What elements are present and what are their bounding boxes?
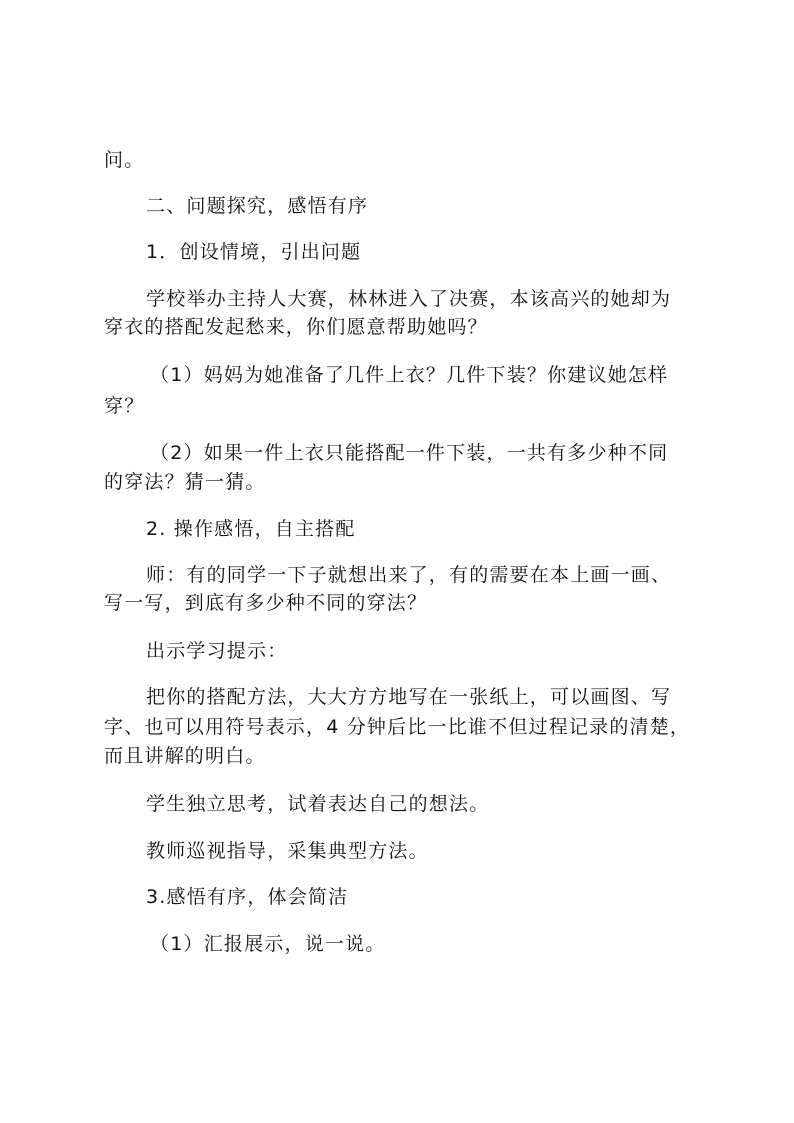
paragraph-line: 教师巡视指导，采集典型方法。 (146, 840, 429, 862)
paragraph-line: 把你的搭配方法，大大方方地写在一张纸上，可以画图、写 (146, 686, 672, 708)
question-1-line: （1）妈妈为她准备了几件上衣？几件下装？你建议她怎样 (150, 364, 669, 386)
paragraph-line: 而且讲解的明白。 (104, 745, 266, 767)
section-heading-2: 二、问题探究，感悟有序 (146, 195, 369, 217)
paragraph-line: 写一写，到底有多少种不同的穿法？ (104, 592, 428, 614)
question-2-line: 的穿法？猜一猜。 (104, 471, 266, 493)
paragraph-continuation: 问。 (104, 149, 145, 171)
subsection-heading-3: 3.感悟有序，体会简洁 (146, 886, 349, 908)
subsection-heading-1: 1．创设情境，引出问题 (146, 241, 362, 263)
paragraph-line: 学生独立思考，试着表达自己的想法。 (146, 793, 490, 815)
subsection-heading-2: 2. 操作感悟，自主搭配 (146, 518, 356, 540)
paragraph-line: 字、也可以用符号表示，4 分钟后比一比谁不但过程记录的清楚， (104, 716, 691, 738)
paragraph-line: 出示学习提示： (146, 640, 288, 662)
paragraph-line: 学校举办主持人大赛，林林进入了决赛，本该高兴的她却为 (146, 288, 672, 310)
question-2-line: （2）如果一件上衣只能搭配一件下装，一共有多少种不同 (150, 442, 669, 464)
paragraph-line: 穿衣的搭配发起愁来，你们愿意帮助她吗？ (104, 316, 488, 338)
question-1-line: 穿？ (104, 395, 145, 417)
paragraph-line: 师：有的同学一下子就想出来了，有的需要在本上画一画、 (146, 564, 672, 586)
list-item: （1）汇报展示，说一说。 (150, 933, 386, 955)
